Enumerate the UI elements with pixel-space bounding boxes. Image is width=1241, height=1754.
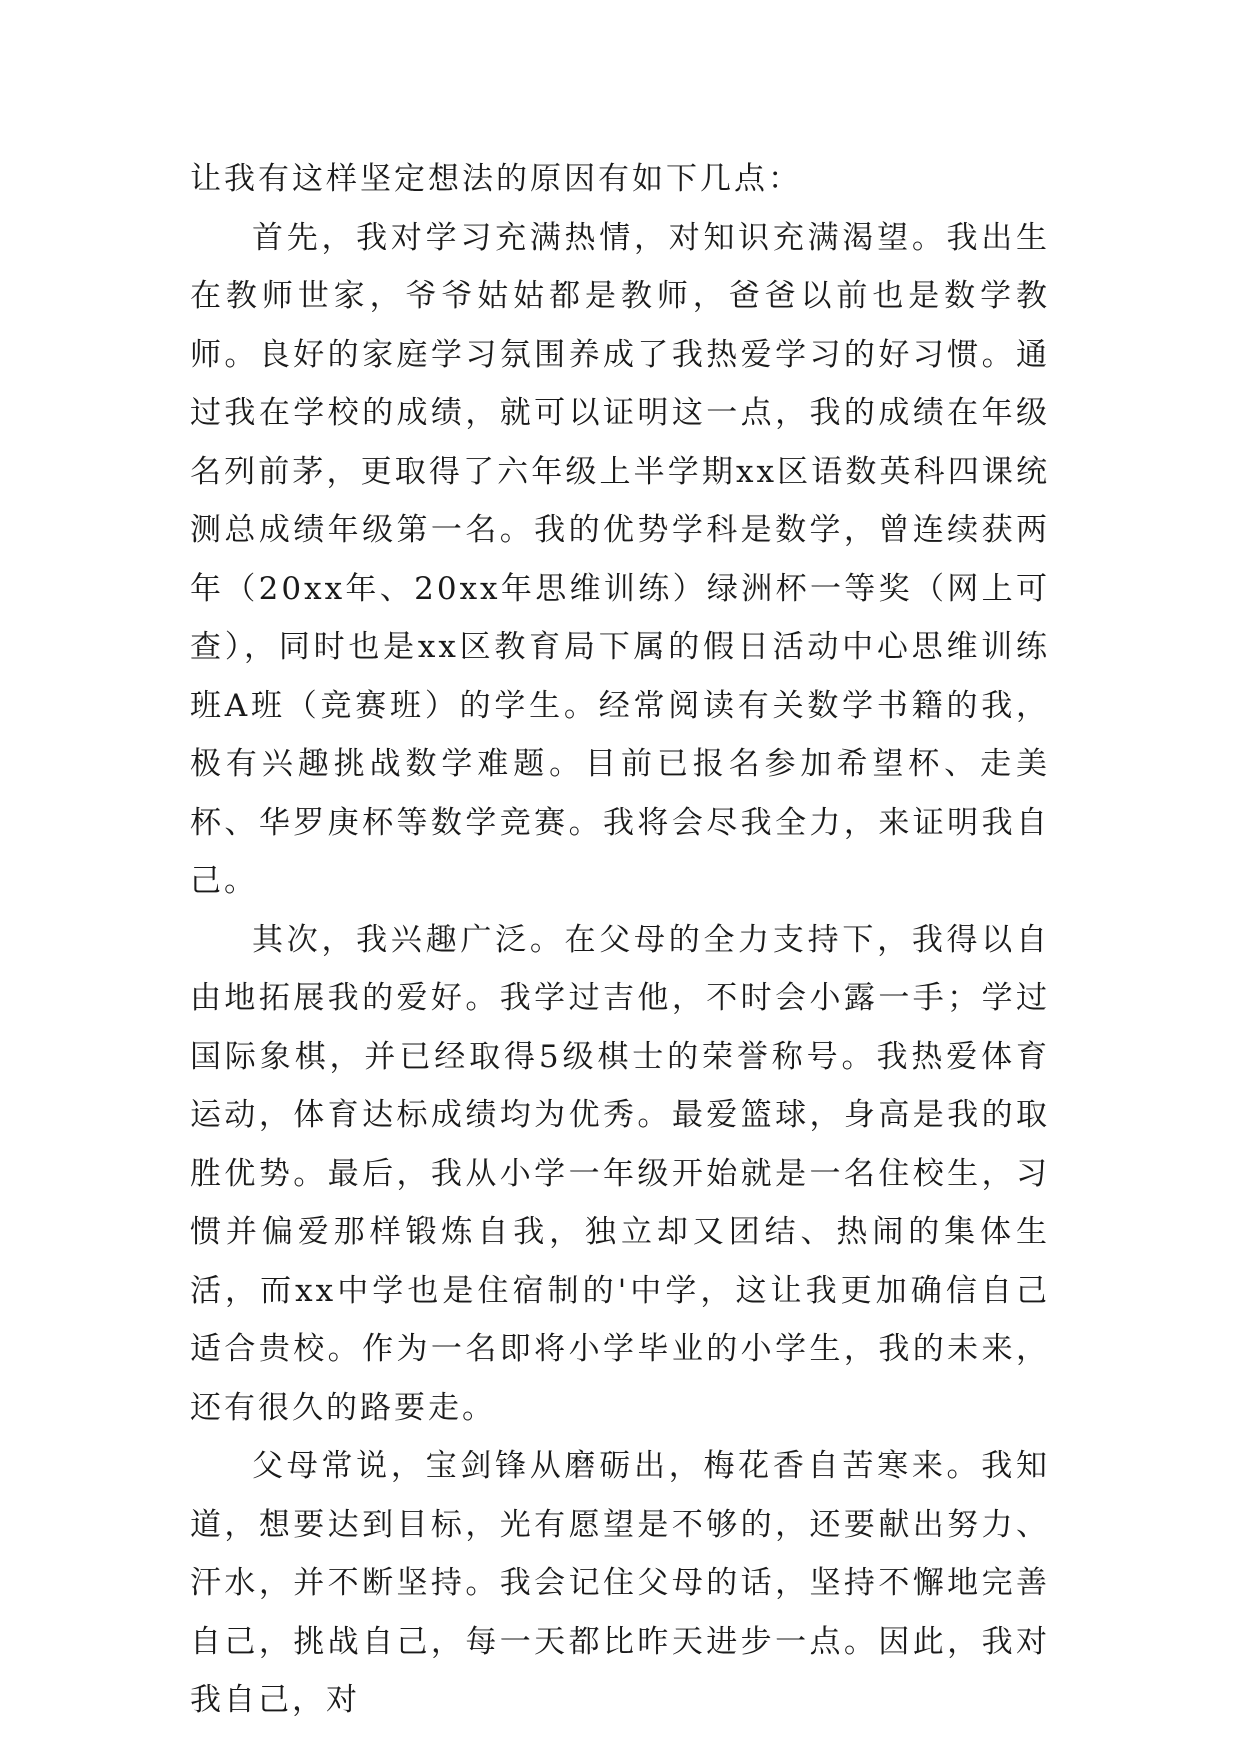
paragraph-intro: 让我有这样坚定想法的原因有如下几点： — [190, 161, 802, 197]
paragraph-second-reason: 其次，我兴趣广泛。在父母的全力支持下，我得以自由地拓展我的爱好。我学过吉他，不时会小露一手；学过国际象棋，并已经取得5级棋士的荣誉称号。我热爱体育运动，体育达标成绩均为优秀。最爱篮球，身高是我的取胜优势。最后，我从小学一年级开始就是一名住校生，习惯并偏爱那样锻炼自我，独立却又团结、热闹的集体生活，而xx中学也是住宿制的'中学，这让我更加确信自己适合贵校。作为一名即将小学毕业的小学生，我的未来，还有很久的路要走。 — [190, 921, 1050, 1426]
document-page — [190, 150, 1050, 1730]
paragraph-first-reason: 首先，我对学习充满热情，对知识充满渴望。我出生在教师世家，爷爷姑姑都是教师，爸爸以前也是数学教师。良好的家庭学习氛围养成了我热爱学习的好习惯。通过我在学校的成绩，就可以证明这一点，我的成绩在年级名列前茅，更取得了六年级上半学期xx区语数英科四课统测总成绩年级第一名。我的优势学科是数学，曾连续获两年（20xx年、20xx年思维训练）绿洲杯一等奖（网上可查），同时也是xx区教育局下属的假日活动中心思维训练班A班（竞赛班）的学生。经常阅读有关数学书籍的我，极有兴趣挑战数学难题。目前已报名参加希望杯、走美杯、华罗庚杯等数学竞赛。我将会尽我全力，来证明我自己。 — [190, 219, 1050, 899]
paragraph-parents-saying: 父母常说，宝剑锋从磨砺出，梅花香自苦寒来。我知道，想要达到目标，光有愿望是不够的，还要献出努力、汗水，并不断坚持。我会记住父母的话，坚持不懈地完善自己，挑战自己，每一天都比昨天进步一点。因此，我对我自己，对 — [190, 1448, 1050, 1718]
